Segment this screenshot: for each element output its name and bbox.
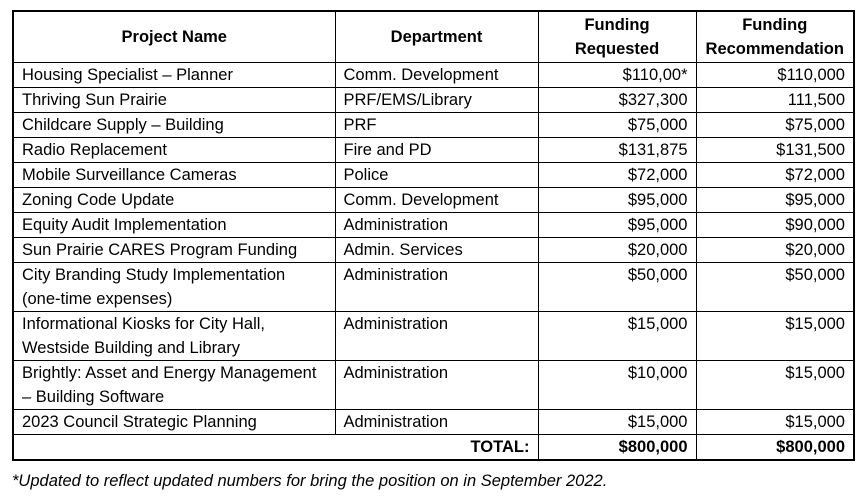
cell-requested: $20,000 bbox=[538, 238, 696, 263]
cell-recommendation: $15,000 bbox=[696, 361, 854, 410]
cell-requested: $95,000 bbox=[538, 213, 696, 238]
cell-project: Brightly: Asset and Energy Management – Building Software bbox=[13, 361, 335, 410]
table-row bbox=[13, 63, 854, 88]
table-header-row bbox=[13, 11, 854, 63]
table-row bbox=[13, 213, 854, 238]
cell-recommendation: 111,500 bbox=[696, 88, 854, 113]
cell-project: Childcare Supply – Building bbox=[13, 113, 335, 138]
header-funding-recommendation: Funding Recommendation bbox=[696, 11, 854, 63]
table-row bbox=[13, 263, 854, 312]
cell-project: 2023 Council Strategic Planning bbox=[13, 410, 335, 435]
header-project-name: Project Name bbox=[13, 11, 335, 63]
total-recommendation: $800,000 bbox=[696, 435, 854, 461]
header-funding-requested: Funding Requested bbox=[538, 11, 696, 63]
cell-requested: $131,875 bbox=[538, 138, 696, 163]
cell-department: PRF bbox=[335, 113, 538, 138]
cell-department: Administration bbox=[335, 213, 538, 238]
cell-department: Fire and PD bbox=[335, 138, 538, 163]
cell-project: Mobile Surveillance Cameras bbox=[13, 163, 335, 188]
total-label: TOTAL: bbox=[13, 435, 538, 461]
cell-recommendation: $90,000 bbox=[696, 213, 854, 238]
header-department: Department bbox=[335, 11, 538, 63]
cell-recommendation: $15,000 bbox=[696, 312, 854, 361]
cell-recommendation: $131,500 bbox=[696, 138, 854, 163]
cell-recommendation: $72,000 bbox=[696, 163, 854, 188]
cell-requested: $15,000 bbox=[538, 410, 696, 435]
cell-project: Housing Specialist – Planner bbox=[13, 63, 335, 88]
cell-project: City Branding Study Implementation (one-time expenses) bbox=[13, 263, 335, 312]
table-row bbox=[13, 361, 854, 410]
table-row bbox=[13, 163, 854, 188]
funding-table bbox=[12, 10, 855, 461]
cell-department: PRF/EMS/Library bbox=[335, 88, 538, 113]
cell-requested: $15,000 bbox=[538, 312, 696, 361]
cell-department: Administration bbox=[335, 312, 538, 361]
cell-recommendation: $20,000 bbox=[696, 238, 854, 263]
cell-department: Administration bbox=[335, 263, 538, 312]
cell-requested: $110,00* bbox=[538, 63, 696, 88]
cell-project: Equity Audit Implementation bbox=[13, 213, 335, 238]
cell-requested: $10,000 bbox=[538, 361, 696, 410]
cell-recommendation: $75,000 bbox=[696, 113, 854, 138]
cell-recommendation: $110,000 bbox=[696, 63, 854, 88]
table-row bbox=[13, 312, 854, 361]
table-row bbox=[13, 188, 854, 213]
cell-project: Sun Prairie CARES Program Funding bbox=[13, 238, 335, 263]
table-row bbox=[13, 113, 854, 138]
cell-project: Informational Kiosks for City Hall, Westside Building and Library bbox=[13, 312, 335, 361]
cell-recommendation: $15,000 bbox=[696, 410, 854, 435]
cell-requested: $327,300 bbox=[538, 88, 696, 113]
cell-department: Comm. Development bbox=[335, 188, 538, 213]
total-requested: $800,000 bbox=[538, 435, 696, 461]
cell-department: Admin. Services bbox=[335, 238, 538, 263]
cell-recommendation: $50,000 bbox=[696, 263, 854, 312]
cell-recommendation: $95,000 bbox=[696, 188, 854, 213]
cell-requested: $72,000 bbox=[538, 163, 696, 188]
cell-department: Police bbox=[335, 163, 538, 188]
table-row bbox=[13, 238, 854, 263]
cell-department: Administration bbox=[335, 410, 538, 435]
cell-department: Comm. Development bbox=[335, 63, 538, 88]
cell-requested: $50,000 bbox=[538, 263, 696, 312]
cell-department: Administration bbox=[335, 361, 538, 410]
table-row bbox=[13, 138, 854, 163]
funding-table-container bbox=[12, 10, 853, 461]
cell-requested: $95,000 bbox=[538, 188, 696, 213]
cell-project: Radio Replacement bbox=[13, 138, 335, 163]
footnote: *Updated to reflect updated numbers for bring the position on in September 2022. bbox=[12, 472, 608, 490]
table-row bbox=[13, 410, 854, 435]
cell-requested: $75,000 bbox=[538, 113, 696, 138]
total-row bbox=[13, 435, 854, 461]
cell-project: Thriving Sun Prairie bbox=[13, 88, 335, 113]
table-row bbox=[13, 88, 854, 113]
cell-project: Zoning Code Update bbox=[13, 188, 335, 213]
